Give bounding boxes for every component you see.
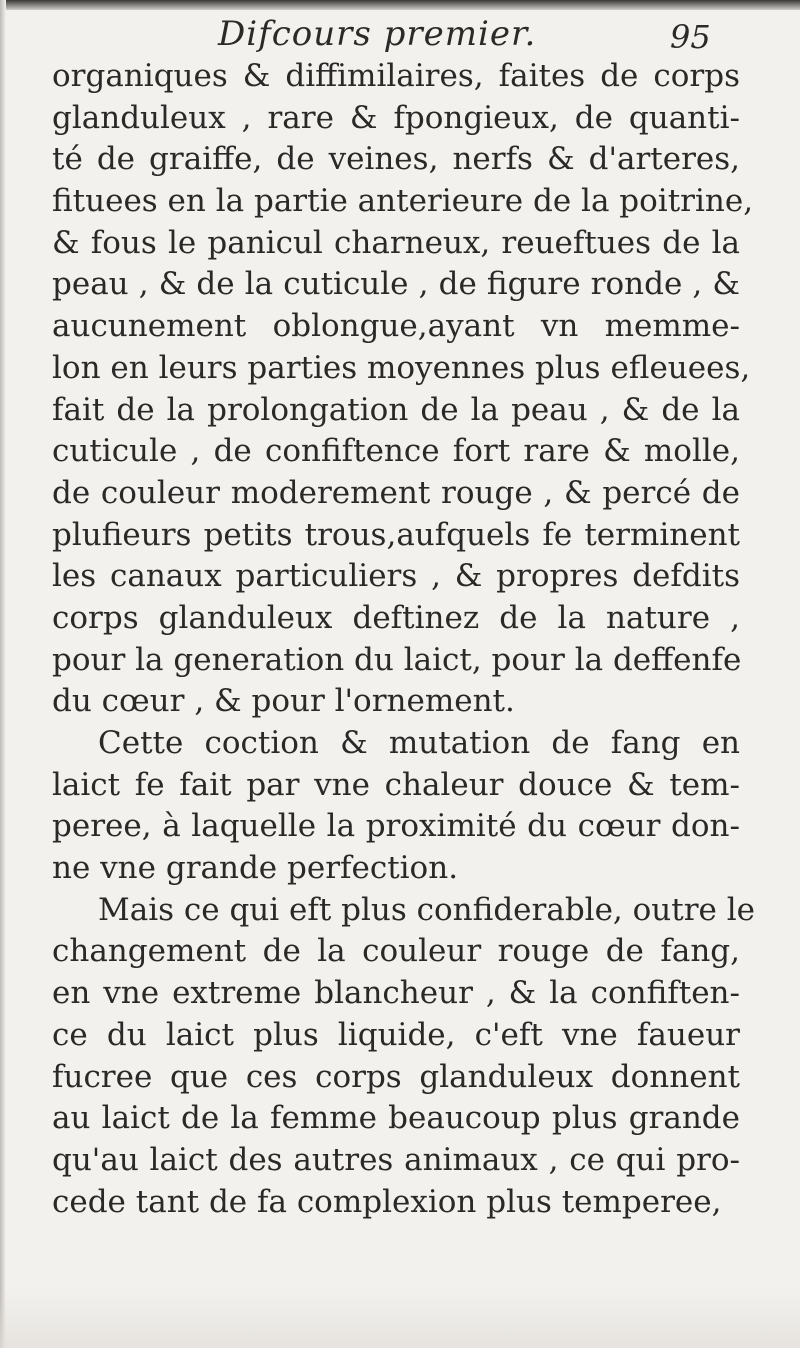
page-number: 95 bbox=[670, 18, 711, 56]
text-line: du cœur , & pour l'ornement. bbox=[52, 683, 515, 720]
text-line: organiques & diffimilaires, faites de corps bbox=[52, 58, 740, 94]
body-text bbox=[52, 56, 755, 1223]
text-line: cuticule , de confiftence fort rare & molle, bbox=[52, 433, 740, 470]
text-line: corps glanduleux deftinez de la nature , bbox=[52, 599, 740, 636]
text-line: peau , & de la cuticule , de figure ronde , & bbox=[52, 266, 740, 303]
text-line: glanduleux , rare & fpongieux, de quanti- bbox=[52, 99, 740, 136]
scan-bottom-shade bbox=[0, 1288, 800, 1348]
text-line: qu'au laict des autres animaux , ce qui pro- bbox=[52, 1141, 740, 1178]
text-line: changement de la couleur rouge de fang, bbox=[52, 933, 740, 970]
text-line: cede tant de fa complexion plus temperee, bbox=[52, 1183, 722, 1220]
text-line: lon en leurs parties moyennes plus efleuees, bbox=[52, 349, 751, 386]
text-line: de couleur moderement rouge , & percé de bbox=[52, 474, 740, 511]
text-line: aucunement oblongue,ayant vn memme- bbox=[52, 308, 740, 345]
text-line: ne vne grande perfection. bbox=[52, 850, 459, 887]
text-line: té de graiffe, de veines, nerfs & d'arteres, bbox=[52, 141, 740, 178]
text-line: en vne extreme blancheur , & la confiften- bbox=[52, 975, 740, 1012]
text-line: les canaux particuliers , & propres defdits bbox=[52, 558, 740, 595]
text-line: fait de la prolongation de la peau , & de la bbox=[52, 391, 740, 428]
running-head bbox=[0, 14, 800, 58]
text-line: fituees en la partie anterieure de la poitrine, bbox=[52, 183, 754, 220]
text-line: laict fe fait par vne chaleur douce & tem- bbox=[52, 766, 740, 803]
text-line: ce du laict plus liquide, c'eft vne faueur bbox=[52, 1016, 740, 1053]
text-line: Mais ce qui eft plus confiderable, outre le bbox=[98, 891, 755, 928]
scan-top-edge bbox=[0, 0, 800, 10]
running-title: Difcours premier. bbox=[218, 14, 537, 54]
text-line: peree, à laquelle la proximité du cœur don- bbox=[52, 808, 740, 845]
text-line: & fous le panicul charneux, reueftues de la bbox=[52, 224, 740, 261]
scan-gutter-shadow bbox=[0, 0, 6, 1348]
text-line: plufieurs petits trous,aufquels fe terminent bbox=[52, 516, 740, 553]
text-line: pour la generation du laict, pour la deffenfe bbox=[52, 641, 742, 678]
text-line: fucree que ces corps glanduleux donnent bbox=[52, 1058, 740, 1095]
text-line: au laict de la femme beaucoup plus grande bbox=[52, 1100, 740, 1137]
text-line: Cette coction & mutation de fang en bbox=[98, 725, 740, 761]
